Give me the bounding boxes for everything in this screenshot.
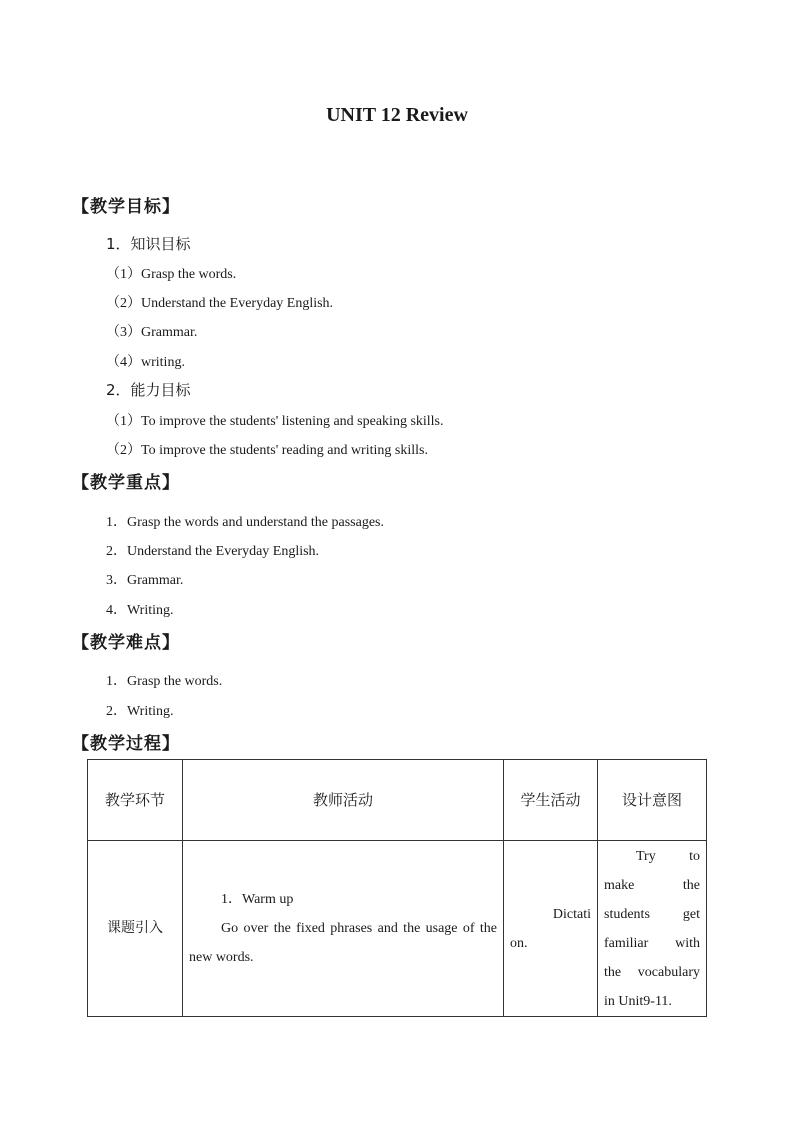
objective-knowledge-item: （2）Understand the Everyday English. — [106, 296, 334, 311]
column-header-teacher: 教师活动 — [183, 760, 504, 841]
design-intent-line: make the — [604, 877, 700, 893]
objective-ability-item: （2）To improve the students' reading and writing skills. — [106, 443, 428, 458]
student-activity-cell — [504, 841, 598, 1017]
table-row — [88, 841, 707, 1017]
section-heading-difficult-points: 【教学难点】 — [72, 633, 180, 653]
teacher-activity-text: Go over the fixed phrases and the usage of the new words. — [189, 921, 497, 965]
student-activity-line: Dictati — [552, 906, 591, 922]
student-activity-line: on. — [510, 935, 528, 951]
objective-knowledge-item: （4）writing. — [106, 355, 185, 370]
column-header-stage: 教学环节 — [88, 760, 183, 841]
column-header-student: 学生活动 — [504, 760, 598, 841]
table-header-row — [88, 760, 707, 841]
document-title: UNIT 12 Review — [326, 104, 468, 126]
difficult-point-item: 2．Writing. — [106, 704, 174, 719]
teacher-activity-title: 1．Warm up — [221, 892, 294, 907]
design-intent-cell — [598, 841, 707, 1017]
section-heading-process: 【教学过程】 — [72, 734, 180, 754]
objective-ability-item: （1）To improve the students' listening and speaking skills. — [106, 414, 444, 429]
process-table — [87, 759, 707, 1017]
design-intent-line: in Unit9-11. — [604, 993, 672, 1009]
key-point-item: 1．Grasp the words and understand the passages. — [106, 515, 384, 530]
stage-cell: 课题引入 — [88, 841, 183, 1017]
teacher-activity-cell — [183, 841, 504, 1017]
column-header-design: 设计意图 — [598, 760, 707, 841]
design-intent-line: students get — [604, 906, 700, 922]
key-point-item: 2．Understand the Everyday English. — [106, 544, 320, 559]
design-intent-line: Try to — [636, 848, 700, 864]
key-point-item: 3．Grammar. — [106, 573, 184, 588]
objective-knowledge-label: 1．知识目标 — [106, 235, 191, 253]
design-intent-line: familiar with — [604, 935, 700, 951]
difficult-point-item: 1．Grasp the words. — [106, 674, 223, 689]
objective-knowledge-item: （3）Grammar. — [106, 325, 198, 340]
design-intent-line: the vocabulary — [604, 964, 700, 980]
section-heading-objectives: 【教学目标】 — [72, 197, 180, 217]
objective-knowledge-item: （1）Grasp the words. — [106, 267, 237, 282]
objective-ability-label: 2．能力目标 — [106, 381, 191, 399]
section-heading-key-points: 【教学重点】 — [72, 473, 180, 493]
key-point-item: 4．Writing. — [106, 603, 174, 618]
